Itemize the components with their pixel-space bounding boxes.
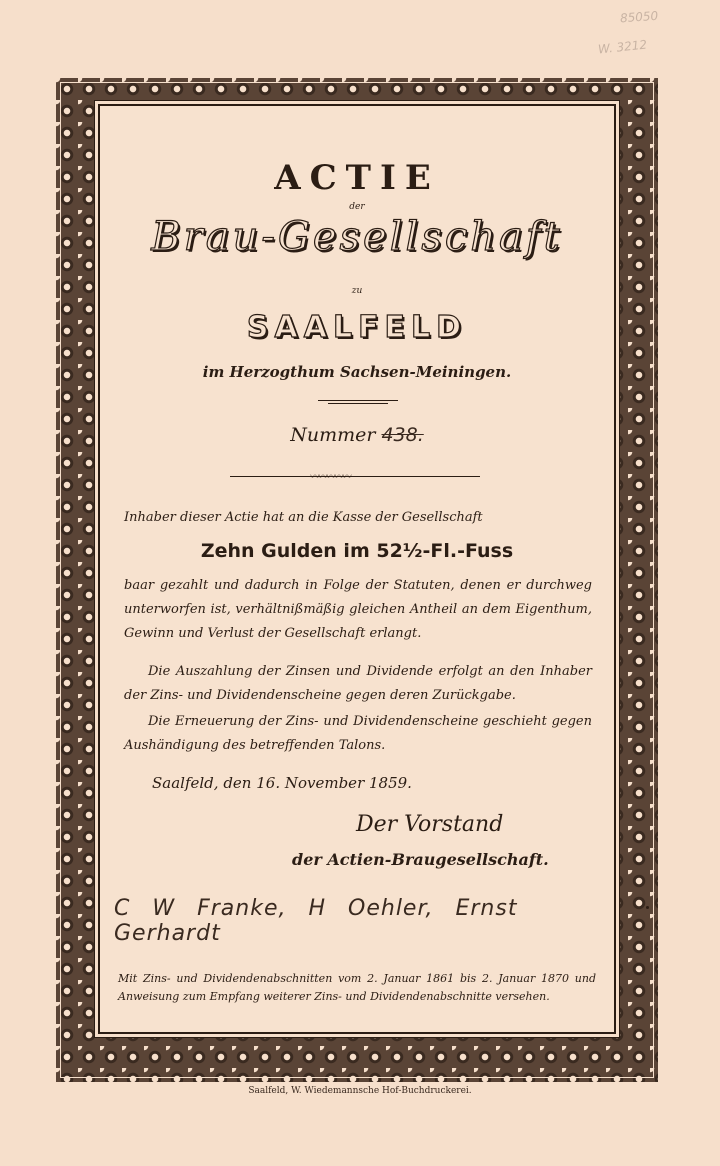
signatures: C W Franke, H Oehler, Ernst Gerhardt [114, 896, 518, 946]
certificate-body [100, 106, 614, 1032]
printer-imprint: Saalfeld, W. Wiedemannsche Hof-Buchdruckerei. [248, 1086, 472, 1096]
zu-word: zu [351, 286, 363, 296]
pencil-note-1: 85050 [619, 8, 659, 26]
company-name: Brau-Gesellschaft [151, 214, 563, 260]
pencil-note-2: W. 3212 [597, 37, 648, 57]
board-title: Der Vorstand [356, 812, 504, 837]
share-amount: Zehn Gulden im 52½-Fl.-Fuss [200, 540, 514, 562]
date-line: Saalfeld, den 16. November 1859. [152, 774, 412, 792]
paragraph-1: baar gezahlt und dadurch in Folge der Statuten, denen er durchweg unterworfen ist, verhältnißmäßig gleichen Antheil an dem Eigenthum, Gewinn und Verlust der Gesellschaft erlangt. [124, 578, 592, 641]
board-subtitle: der Actien-Braugesellschaft. [292, 850, 549, 869]
paragraph-2: Die Auszahlung der Zinsen und Dividende erfolgt an den Inhaber der Zins- und Dividendenscheine gegen deren Zurückgabe. [124, 664, 592, 703]
intro-text: Inhaber dieser Actie hat an die Kasse der Gesellschaft [124, 510, 483, 525]
city-name: SAALFELD [246, 310, 468, 345]
certificate-title: ACTIE [274, 158, 440, 198]
ornament-divider [230, 476, 480, 485]
divider-line [318, 400, 398, 401]
number-label: Nummer [290, 424, 376, 446]
region-line: im Herzogthum Sachsen-Meiningen. [202, 363, 512, 381]
paragraph-3: Die Erneuerung der Zins- und Dividendenscheine geschieht gegen Aushändigung des betreffenden Talons. [124, 714, 592, 753]
footnote: Mit Zins- und Dividendenabschnitten vom 2. Januar 1861 bis 2. Januar 1870 und Anweisung zum Empfang weiterer Zins- und Dividendenabschnitte versehen. [118, 972, 596, 1003]
der-word: der [349, 202, 365, 212]
certificate-number [100, 424, 614, 446]
number-value: 438. [381, 424, 424, 446]
ink-dot [646, 906, 649, 909]
divider-line-2 [328, 403, 388, 404]
